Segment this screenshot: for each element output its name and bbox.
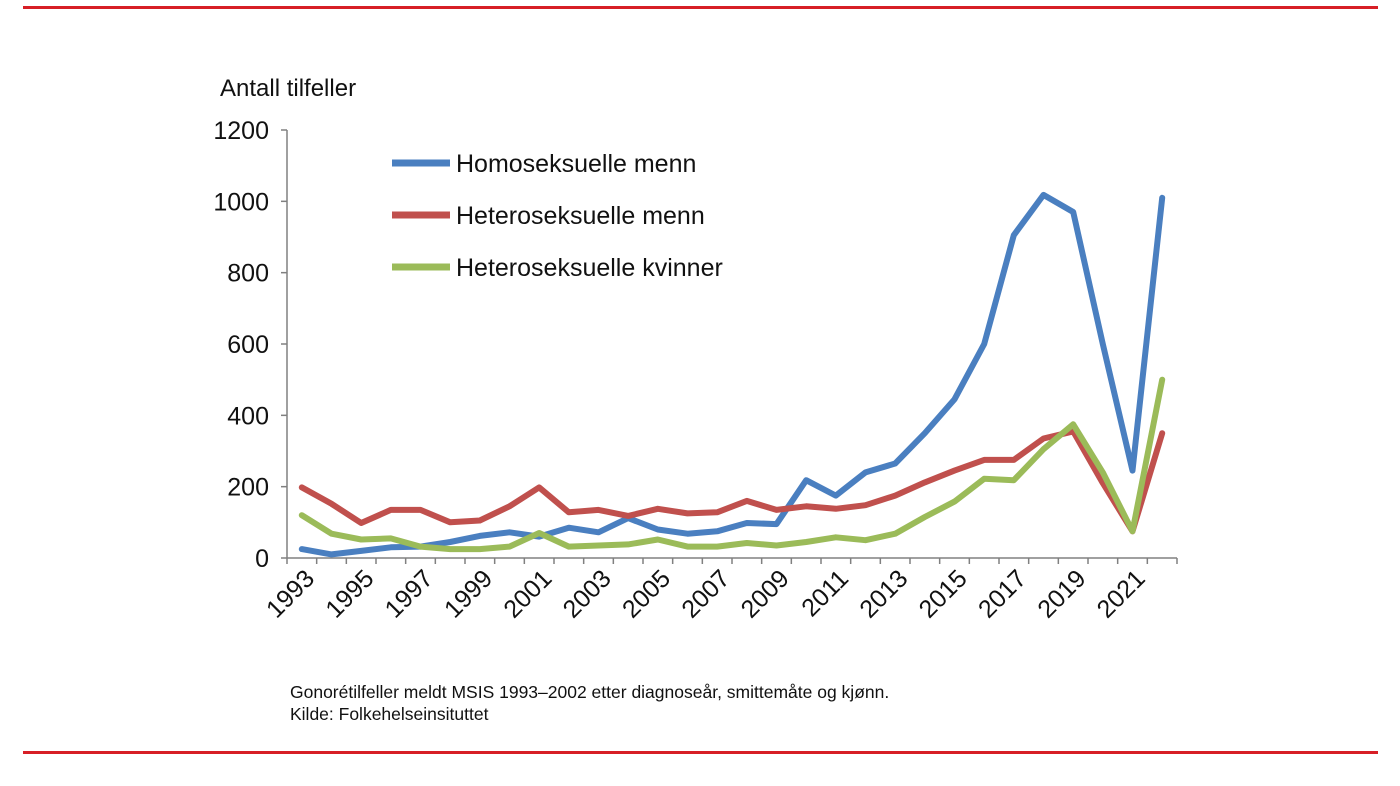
y-ticks (213, 117, 287, 573)
x-tick-label: 2005 (616, 564, 677, 624)
bottom-divider (23, 751, 1378, 754)
y-tick-label: 600 (227, 331, 269, 359)
x-tick-label: 1993 (260, 564, 321, 624)
series-line-2 (302, 431, 1162, 531)
x-tick-label: 2003 (557, 564, 617, 624)
x-tick-label: 1997 (379, 564, 439, 624)
x-tick-label: 2019 (1032, 564, 1092, 624)
x-tick-label: 2007 (676, 564, 736, 624)
figure-caption (290, 681, 889, 725)
series-line-3 (302, 380, 1162, 549)
x-tick-label: 2015 (913, 564, 973, 624)
y-tick-label: 400 (227, 402, 269, 431)
x-tick-label: 2009 (735, 564, 795, 624)
x-tick-label: 2001 (498, 564, 558, 624)
x-ticks (261, 558, 1177, 624)
x-tick-label: 1999 (438, 564, 499, 624)
legend-label-2: Heteroseksuelle menn (456, 202, 705, 230)
x-tick-label: 1995 (320, 564, 380, 624)
y-tick-label: 1200 (213, 117, 269, 145)
y-axis-label: Antall tilfeller (220, 75, 357, 102)
x-tick-label: 2013 (854, 564, 914, 624)
y-tick-label: 1000 (213, 188, 269, 217)
caption-line-1: Gonorétilfeller meldt MSIS 1993–2002 etter diagnoseår, smittemåte og kjønn. (290, 682, 890, 702)
y-tick-label: 0 (255, 545, 269, 573)
y-tick-label: 800 (227, 259, 269, 288)
legend (392, 150, 723, 282)
series-line-1 (302, 195, 1162, 555)
x-tick-label: 2011 (796, 564, 855, 623)
legend-label-3: Heteroseksuelle kvinner (456, 254, 723, 282)
x-tick-label: 2021 (1091, 564, 1151, 624)
y-tick-label: 200 (227, 473, 269, 502)
caption-source: Kilde: Folkehelseinsituttet (290, 704, 489, 724)
legend-label-1: Homoseksuelle menn (456, 150, 697, 178)
series-lines (302, 195, 1162, 555)
x-tick-label: 2017 (972, 564, 1033, 624)
